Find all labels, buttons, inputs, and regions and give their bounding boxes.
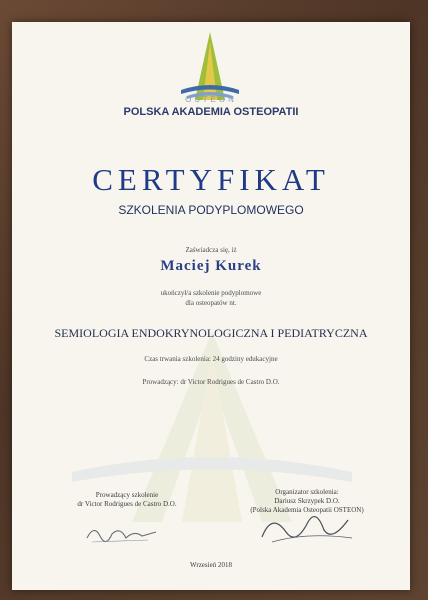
course-title: SEMIOLOGIA ENDOKRYNOLOGICZNA I PEDIATRYCZNA: [54, 326, 368, 340]
issue-date: Wrzesień 2018: [190, 561, 232, 569]
certificate-paper: [12, 22, 410, 590]
right-handwritten-signature: [252, 502, 362, 552]
left-signature-block: [52, 491, 202, 509]
duration-text: Czas trwania szkolenia: 24 godziny edukacyjne: [144, 355, 278, 363]
academy-name: POLSKA AKADEMIA OSTEOPATII: [123, 106, 299, 118]
left-handwritten-signature: [82, 518, 162, 548]
left-signature-name: dr Victor Rodrigues de Castro D.O.: [77, 500, 177, 508]
right-signature-role: Organizator szkolenia:: [275, 488, 339, 496]
left-signature-role: Prowadzący szkolenie: [95, 491, 159, 499]
certificate-subtitle: SZKOLENIA PODYPLOMOWEGO: [118, 203, 304, 217]
recipient-name: Maciej Kurek: [160, 258, 262, 274]
right-signature-name: Dariusz Skrzypek D.O.: [274, 497, 340, 505]
attest-text: Zaświadcza się, iż: [185, 246, 237, 254]
completed-line-1: ukończył/a szkolenie podyplomowe: [160, 289, 262, 297]
right-signature-org: (Polska Akademia Osteopatii OSTEON): [250, 506, 364, 514]
instructor-text: Prowadzący: dr Victor Rodrigues de Castro D.O.: [142, 378, 280, 386]
completed-line-2: dla osteopatów nt.: [185, 299, 237, 307]
certificate-title: CERTYFIKAT: [92, 162, 330, 197]
logo-subtitle: OSTEON: [185, 95, 237, 104]
